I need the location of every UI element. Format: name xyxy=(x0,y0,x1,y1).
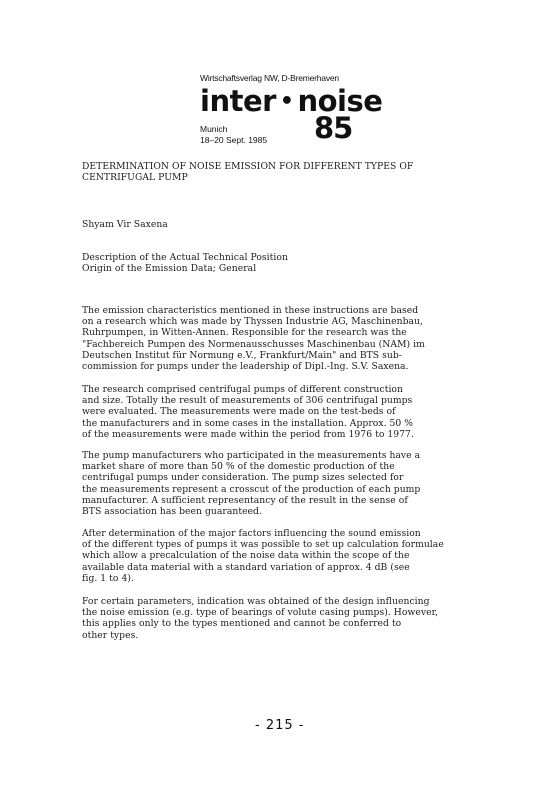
conference-city: Munich xyxy=(200,124,228,134)
title-line: DETERMINATION OF NOISE EMISSION FOR DIFFERENT TYPES OF xyxy=(82,161,414,172)
heading-line: Description of the Actual Technical Position xyxy=(82,252,288,263)
text-line: Ruhrpumpen, in Witten-Annen. Responsible for the research was the xyxy=(82,327,407,339)
text-line: of the measurements were made within the period from 1976 to 1977. xyxy=(82,428,414,440)
conference-place-date xyxy=(200,124,267,146)
conference-dates: 18–20 Sept. 1985 xyxy=(200,135,268,145)
paragraph-5 xyxy=(82,596,438,641)
publisher-line: Wirtschaftsverlag NW, D-Bremerhaven xyxy=(200,73,339,83)
text-line: which allow a precalculation of the noise data within the scope of the xyxy=(82,550,410,562)
logo-dot: • xyxy=(279,89,294,114)
text-line: The emission characteristics mentioned in these instructions are based xyxy=(82,305,419,316)
title-line: CENTRIFUGAL PUMP xyxy=(82,172,188,184)
text-line: commission for pumps under the leadership of Dipl.-Ing. S.V. Saxena. xyxy=(82,361,409,373)
text-line: BTS association has been guaranteed. xyxy=(82,506,262,518)
text-line: Deutschen Institut für Normung e.V., Frankfurt/Main" and BTS sub- xyxy=(82,349,402,361)
text-line: available data material with a standard variation of approx. 4 dB (see xyxy=(82,561,410,573)
text-line: After determination of the major factors influencing the sound emission xyxy=(82,528,421,539)
paragraph-1 xyxy=(82,305,425,372)
text-line: and size. Totally the result of measurements of 306 centrifugal pumps xyxy=(82,395,413,407)
paper-author: Shyam Vir Saxena xyxy=(82,219,168,230)
text-line: market share of more than 50 % of the domestic production of the xyxy=(82,461,395,473)
text-line: of the different types of pumps it was possible to set up calculation formulae xyxy=(82,539,444,551)
heading-line: Origin of the Emission Data; General xyxy=(82,263,257,275)
conference-year: 85 xyxy=(314,111,353,145)
text-line: manufacturer. A sufficient representancy of the result in the sense of xyxy=(82,494,408,506)
logo-word-inter: inter xyxy=(200,84,276,118)
conference-logo xyxy=(200,86,382,120)
text-line: The pump manufacturers who participated in the measurements have a xyxy=(82,450,421,461)
text-line: For certain parameters, indication was obtained of the design influencing xyxy=(82,596,430,607)
section-heading xyxy=(82,252,288,274)
text-line: "Fachbereich Pumpen des Normenausschusses Maschinenbau (NAM) im xyxy=(82,338,425,350)
paragraph-2 xyxy=(82,384,414,440)
page-number: - 215 - xyxy=(255,718,305,733)
text-line: the measurements represent a crosscut of the production of each pump xyxy=(82,483,421,495)
text-line: other types. xyxy=(82,629,139,641)
paragraph-4 xyxy=(82,528,444,584)
text-line: on a research which was made by Thyssen Industrie AG, Maschinenbau, xyxy=(82,316,423,328)
text-line: The research comprised centrifugal pumps of different construction xyxy=(82,384,403,395)
text-line: this applies only to the types mentioned and cannot be conferred to xyxy=(82,618,402,630)
paper-title xyxy=(82,161,413,183)
text-line: centrifugal pumps under consideration. The pump sizes selected for xyxy=(82,472,404,484)
logo-word-noise: noise xyxy=(297,84,383,118)
paragraph-3 xyxy=(82,450,420,517)
text-line: the noise emission (e.g. type of bearings of volute casing pumps). However, xyxy=(82,607,438,619)
text-line: fig. 1 to 4). xyxy=(82,572,134,584)
text-line: the manufacturers and in some cases in the installation. Approx. 50 % xyxy=(82,417,414,429)
text-line: were evaluated. The measurements were made on the test-beds of xyxy=(82,406,396,418)
